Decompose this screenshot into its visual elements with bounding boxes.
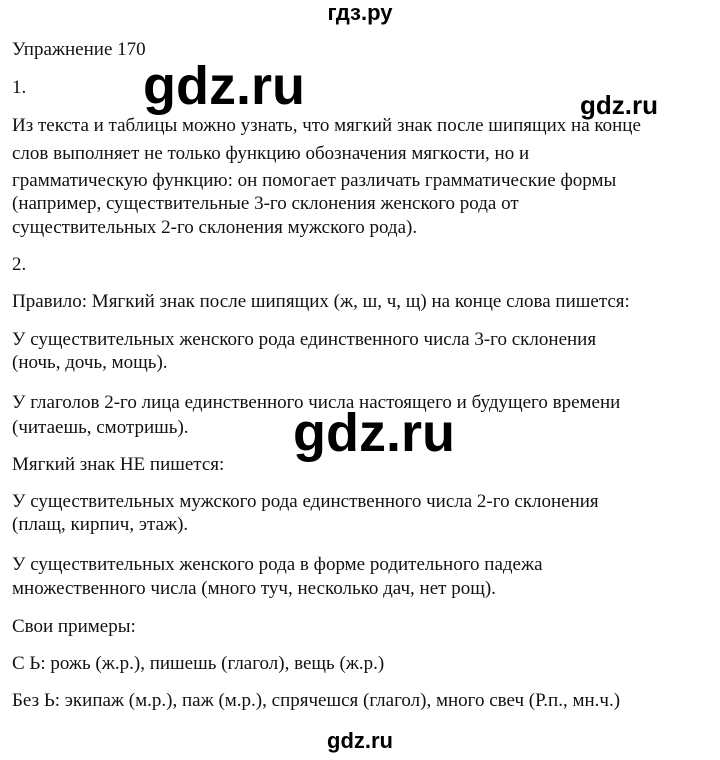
examples-heading: Свои примеры: <box>12 616 136 637</box>
rule-case-line: У глаголов 2-го лица единственного числа настоящего и будущего времени <box>12 392 621 413</box>
part-number: 1. <box>12 77 27 98</box>
watermark: gdz.ru <box>580 90 658 120</box>
exercise-title: Упражнение 170 <box>12 39 146 60</box>
watermark: gdz.ru <box>143 56 305 116</box>
paragraph-line: грамматическую функцию: он помогает различать грамматические формы <box>12 170 617 191</box>
rule-case-line: множественного числа (много туч, несколько дач, нет рощ). <box>12 578 496 599</box>
site-footer: gdz.ru <box>327 728 393 753</box>
example-line: Без Ь: экипаж (м.р.), паж (м.р.), спрячешся (глагол), много свеч (Р.п., мн.ч.) <box>12 690 621 711</box>
rule-case-line: (читаешь, смотришь). <box>12 417 189 438</box>
rule-case-line: У существительных женского рода единственного числа 3-го склонения <box>12 329 597 350</box>
watermark: gdz.ru <box>293 403 455 463</box>
rule-case-line: (ночь, дочь, мощь). <box>12 352 168 373</box>
site-header: гдз.ру <box>327 0 393 25</box>
paragraph-line: слов выполняет не только функцию обозначения мягкости, но и <box>12 143 530 164</box>
rule-case-line: У существительных мужского рода единственного числа 2-го склонения <box>12 491 599 512</box>
paragraph-line: (например, существительные 3-го склонения женского рода от <box>12 193 519 214</box>
example-line: С Ь: рожь (ж.р.), пишешь (глагол), вещь (ж.р.) <box>12 653 385 674</box>
rule-case-line: У существительных женского рода в форме родительного падежа <box>12 554 543 575</box>
paragraph-line: Из текста и таблицы можно узнать, что мягкий знак после шипящих на конце <box>12 115 641 136</box>
rule-text: Правило: Мягкий знак после шипящих (ж, ш, ч, щ) на конце слова пишется: <box>12 291 630 312</box>
rule-exception-heading: Мягкий знак НЕ пишется: <box>12 454 225 475</box>
rule-case-line: (плащ, кирпич, этаж). <box>12 514 189 535</box>
paragraph-line: существительных 2-го склонения мужского рода). <box>12 217 418 238</box>
part-number: 2. <box>12 254 27 275</box>
